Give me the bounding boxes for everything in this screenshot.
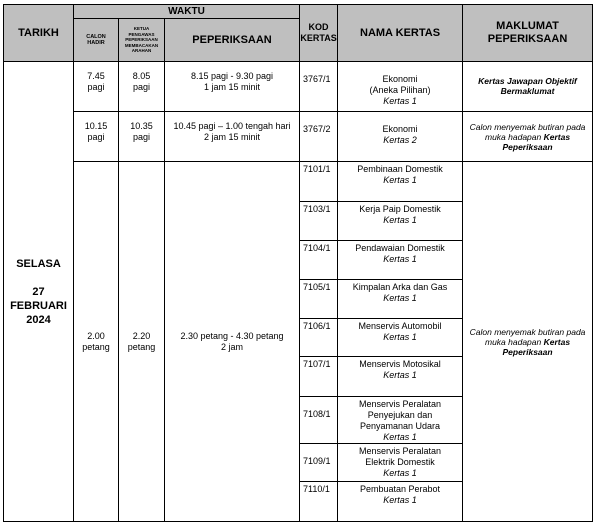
nama-kertas-cell: Kimpalan Arka dan Gas Kertas 1 [338, 280, 463, 319]
nama-kertas-cell: Menservis Peralatan Elektrik Domestik Kertas 1 [338, 444, 463, 482]
kod-kertas-cell: 3767/2 [300, 112, 338, 162]
session-row [4, 62, 593, 112]
calon-hadir-cell: 2.00 petang [74, 162, 119, 522]
header-kod-kertas: KOD KERTAS [300, 5, 338, 62]
nama-kertas-cell: Menservis Automobil Kertas 1 [338, 319, 463, 357]
masa-peperiksaan-cell: 10.45 pagi – 1.00 tengah hari 2 jam 15 minit [165, 112, 300, 162]
nama-kertas-cell: Kerja Paip Domestik Kertas 1 [338, 202, 463, 241]
kod-kertas-cell: 7106/1 [300, 319, 338, 357]
session-row [4, 112, 593, 162]
masa-peperiksaan-cell: 8.15 pagi - 9.30 pagi 1 jam 15 minit [165, 62, 300, 112]
tarikh-cell: SELASA 27 FEBRUARI 2024 [4, 62, 74, 522]
calon-hadir-cell: 7.45 pagi [74, 62, 119, 112]
nama-kertas-cell: Menservis Motosikal Kertas 1 [338, 357, 463, 397]
kod-kertas-cell: 7107/1 [300, 357, 338, 397]
nama-kertas-cell: Menservis Peralatan Penyejukan dan Penyamanan Udara Kertas 1 [338, 397, 463, 444]
header-maklumat: MAKLUMAT PEPERIKSAAN [463, 5, 593, 62]
kod-kertas-cell: 7105/1 [300, 280, 338, 319]
header-calon-hadir: CALON HADIR [74, 19, 119, 62]
paper-row [4, 162, 593, 202]
nama-kertas-cell: Ekonomi (Aneka Pilihan) Kertas 1 [338, 62, 463, 112]
schedule-table [3, 4, 593, 522]
kod-kertas-cell: 7101/1 [300, 162, 338, 202]
calon-hadir-cell: 10.15 pagi [74, 112, 119, 162]
header-tarikh: TARIKH [4, 5, 74, 62]
nama-kertas-cell: Pembuatan Perabot Kertas 1 [338, 482, 463, 522]
ketua-pengawas-cell: 8.05 pagi [119, 62, 165, 112]
maklumat-cell: Calon menyemak butiran pada muka hadapan Kertas Peperiksaan [463, 162, 593, 522]
kod-kertas-cell: 7103/1 [300, 202, 338, 241]
header-waktu: WAKTU [74, 5, 300, 19]
kod-kertas-cell: 7109/1 [300, 444, 338, 482]
masa-peperiksaan-cell: 2.30 petang - 4.30 petang 2 jam [165, 162, 300, 522]
nama-kertas-cell: Pembinaan Domestik Kertas 1 [338, 162, 463, 202]
maklumat-cell: Kertas Jawapan Objektif Bermaklumat [463, 62, 593, 112]
nama-kertas-cell: Pendawaian Domestik Kertas 1 [338, 241, 463, 280]
header-nama-kertas: NAMA KERTAS [338, 5, 463, 62]
nama-kertas-cell: Ekonomi Kertas 2 [338, 112, 463, 162]
kod-kertas-cell: 3767/1 [300, 62, 338, 112]
maklumat-cell: Calon menyemak butiran pada muka hadapan Kertas Peperiksaan [463, 112, 593, 162]
exam-schedule [3, 4, 592, 521]
header-ketua-pengawas: KETUA PENGAWAS PEPERIKSAAN MEMBACAKAN ARAHAN [119, 19, 165, 62]
kod-kertas-cell: 7104/1 [300, 241, 338, 280]
kod-kertas-cell: 7108/1 [300, 397, 338, 444]
kod-kertas-cell: 7110/1 [300, 482, 338, 522]
header-peperiksaan: PEPERIKSAAN [165, 19, 300, 62]
ketua-pengawas-cell: 2.20 petang [119, 162, 165, 522]
ketua-pengawas-cell: 10.35 pagi [119, 112, 165, 162]
